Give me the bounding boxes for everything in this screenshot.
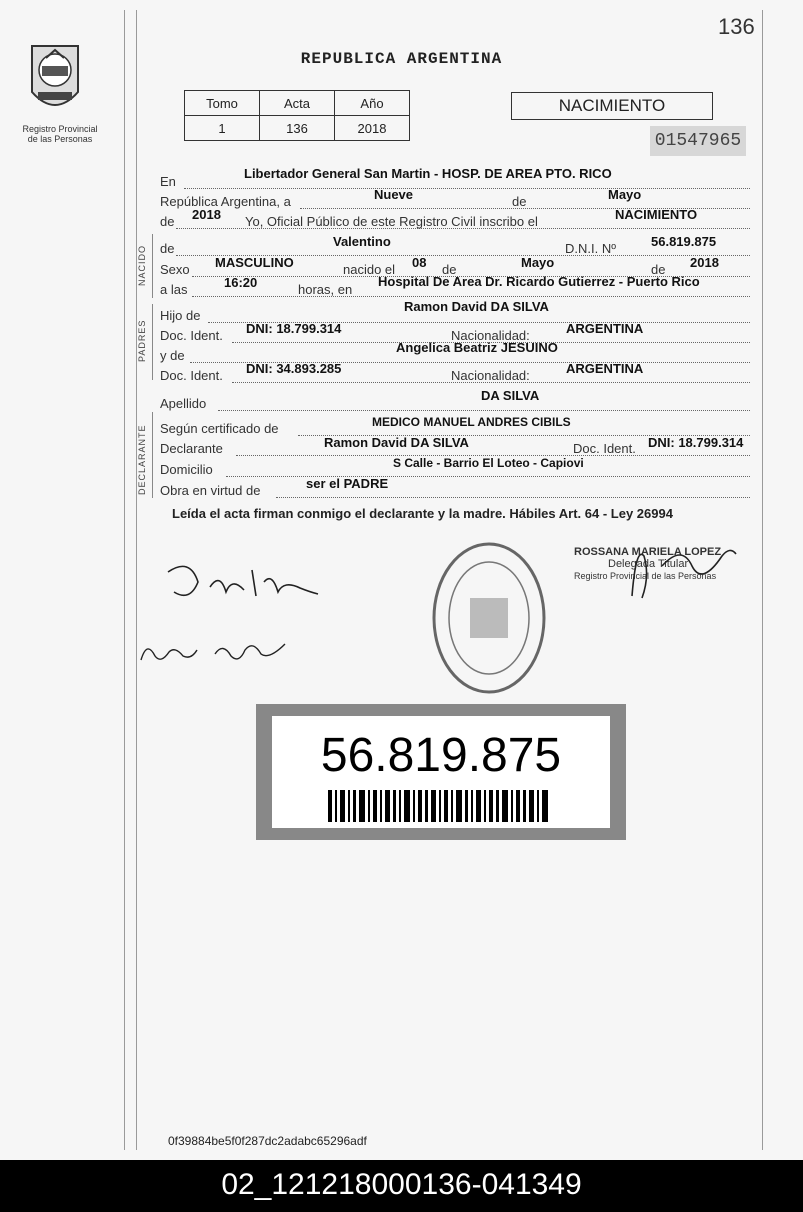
declarante-doc: DNI: 18.799.314 (648, 435, 744, 450)
right-margin-line (762, 10, 763, 1150)
apellido-value: DA SILVA (481, 388, 540, 403)
nacionalidad-label: Nacionalidad: (451, 328, 530, 343)
nacido-label: nacido el (343, 262, 396, 277)
doc-label: Doc. Ident. (160, 328, 223, 343)
de-label-4: de (651, 262, 666, 277)
sexo-value: MASCULINO (215, 255, 294, 270)
dotted-line (192, 296, 750, 297)
table-header-ano: Año (335, 91, 410, 116)
birth-month: Mayo (521, 255, 555, 270)
inscribe-label: Yo, Oficial Público de este Registro Civil inscribo el (245, 214, 538, 229)
mother-signature (135, 630, 295, 670)
birth-time: 16:20 (224, 275, 258, 290)
official-seal-stamp (430, 540, 548, 696)
dotted-line (218, 410, 750, 411)
table-header-acta: Acta (260, 91, 335, 116)
father-doc: DNI: 18.799.314 (246, 321, 342, 336)
alas-label: a las (160, 282, 188, 297)
obra-value: ser el PADRE (306, 476, 389, 491)
serial-number: 01547965 (650, 126, 746, 156)
de-label: de (512, 194, 527, 209)
nacionalidad-label-2: Nacionalidad: (451, 368, 530, 383)
birth-year: 2018 (690, 255, 719, 270)
doc-label-3: Doc. Ident. (573, 441, 636, 456)
dni-number-large: 56.819.875 (320, 729, 562, 782)
side-label-padres: PADRES (137, 319, 147, 362)
segun-label: Según certificado de (160, 421, 279, 436)
logo-caption-line2: de las Personas (27, 134, 93, 144)
declarante-name: Ramon David DA SILVA (324, 435, 469, 450)
dotted-line (184, 188, 750, 189)
domicilio-value: S Calle - Barrio El Loteo - Capiovi (393, 456, 584, 470)
birth-day: 08 (412, 255, 427, 270)
official-name: ROSSANA MARIELA LOPEZ (574, 546, 722, 558)
certificate-value: MEDICO MANUEL ANDRES CIBILS (372, 415, 571, 429)
barcode (328, 790, 550, 822)
month-word: Mayo (608, 187, 642, 202)
apellido-label: Apellido (160, 396, 207, 411)
footer-code: 02_121218000136-041349 (0, 1160, 803, 1212)
doc-label-2: Doc. Ident. (160, 368, 223, 383)
child-dni: 56.819.875 (651, 234, 717, 249)
birth-place: Hospital De Area Dr. Ricardo Gutierrez - Puerto Rico (378, 274, 700, 289)
sexo-label: Sexo (160, 262, 190, 277)
official-signature (612, 536, 742, 606)
section-divider (152, 412, 153, 498)
yde-label: y de (160, 348, 185, 363)
father-nationality: ARGENTINA (566, 321, 644, 336)
section-divider (152, 234, 153, 298)
mother-nationality: ARGENTINA (566, 361, 644, 376)
dotted-line (226, 476, 750, 477)
father-name: Ramon David DA SILVA (404, 299, 549, 314)
en-label: En (160, 174, 176, 189)
page-number: 136 (718, 14, 755, 39)
left-margin-line-2 (136, 10, 137, 1150)
page-title: REPUBLICA ARGENTINA (300, 50, 503, 68)
de-label-3: de (442, 262, 457, 277)
obra-label: Obra en virtud de (160, 483, 261, 498)
official-role: Delegada Titular (608, 558, 689, 570)
dni-label: D.N.I. Nº (565, 241, 616, 256)
republica-label: República Argentina, a (160, 194, 291, 209)
table-header-tomo: Tomo (185, 91, 260, 116)
document-hash: 0f39884be5f0f287dc2adabc65296adf (168, 1134, 367, 1148)
child-name: Valentino (333, 234, 391, 249)
left-margin-line (124, 10, 125, 1150)
dotted-line (276, 497, 750, 498)
table-cell-acta: 136 (260, 116, 335, 141)
table-cell-ano: 2018 (335, 116, 410, 141)
father-signature (160, 552, 330, 612)
mother-doc: DNI: 34.893.285 (246, 361, 342, 376)
year: 2018 (192, 207, 221, 222)
inscribe-value: NACIMIENTO (615, 207, 698, 222)
de-name-label: de (160, 241, 175, 256)
place-registry: Libertador General San Martin - HOSP. DE AREA PTO. RICO (244, 166, 612, 181)
signing-notice: Leída el acta firman conmigo el declarante y la madre. Hábiles Art. 64 - Ley 26994 (172, 506, 673, 521)
section-divider (152, 304, 153, 380)
day-word: Nueve (374, 187, 414, 202)
hijo-label: Hijo de (160, 308, 201, 323)
mother-name: Angelica Beatriz JESUINO (396, 340, 558, 355)
volume-table (184, 90, 410, 141)
official-office: Registro Provincial de las Personas (574, 571, 717, 581)
record-type-box: NACIMIENTO (511, 92, 713, 120)
horas-label: horas, en (298, 282, 353, 297)
de-label-2: de (160, 214, 175, 229)
declarante-label: Declarante (160, 441, 223, 456)
table-cell-tomo: 1 (185, 116, 260, 141)
logo-caption-line1: Registro Provincial (22, 124, 98, 134)
side-label-nacido: NACIDO (137, 244, 147, 286)
side-label-declarante: DECLARANTE (137, 424, 147, 495)
domicilio-label: Domicilio (160, 462, 213, 477)
logo-caption (8, 124, 112, 144)
